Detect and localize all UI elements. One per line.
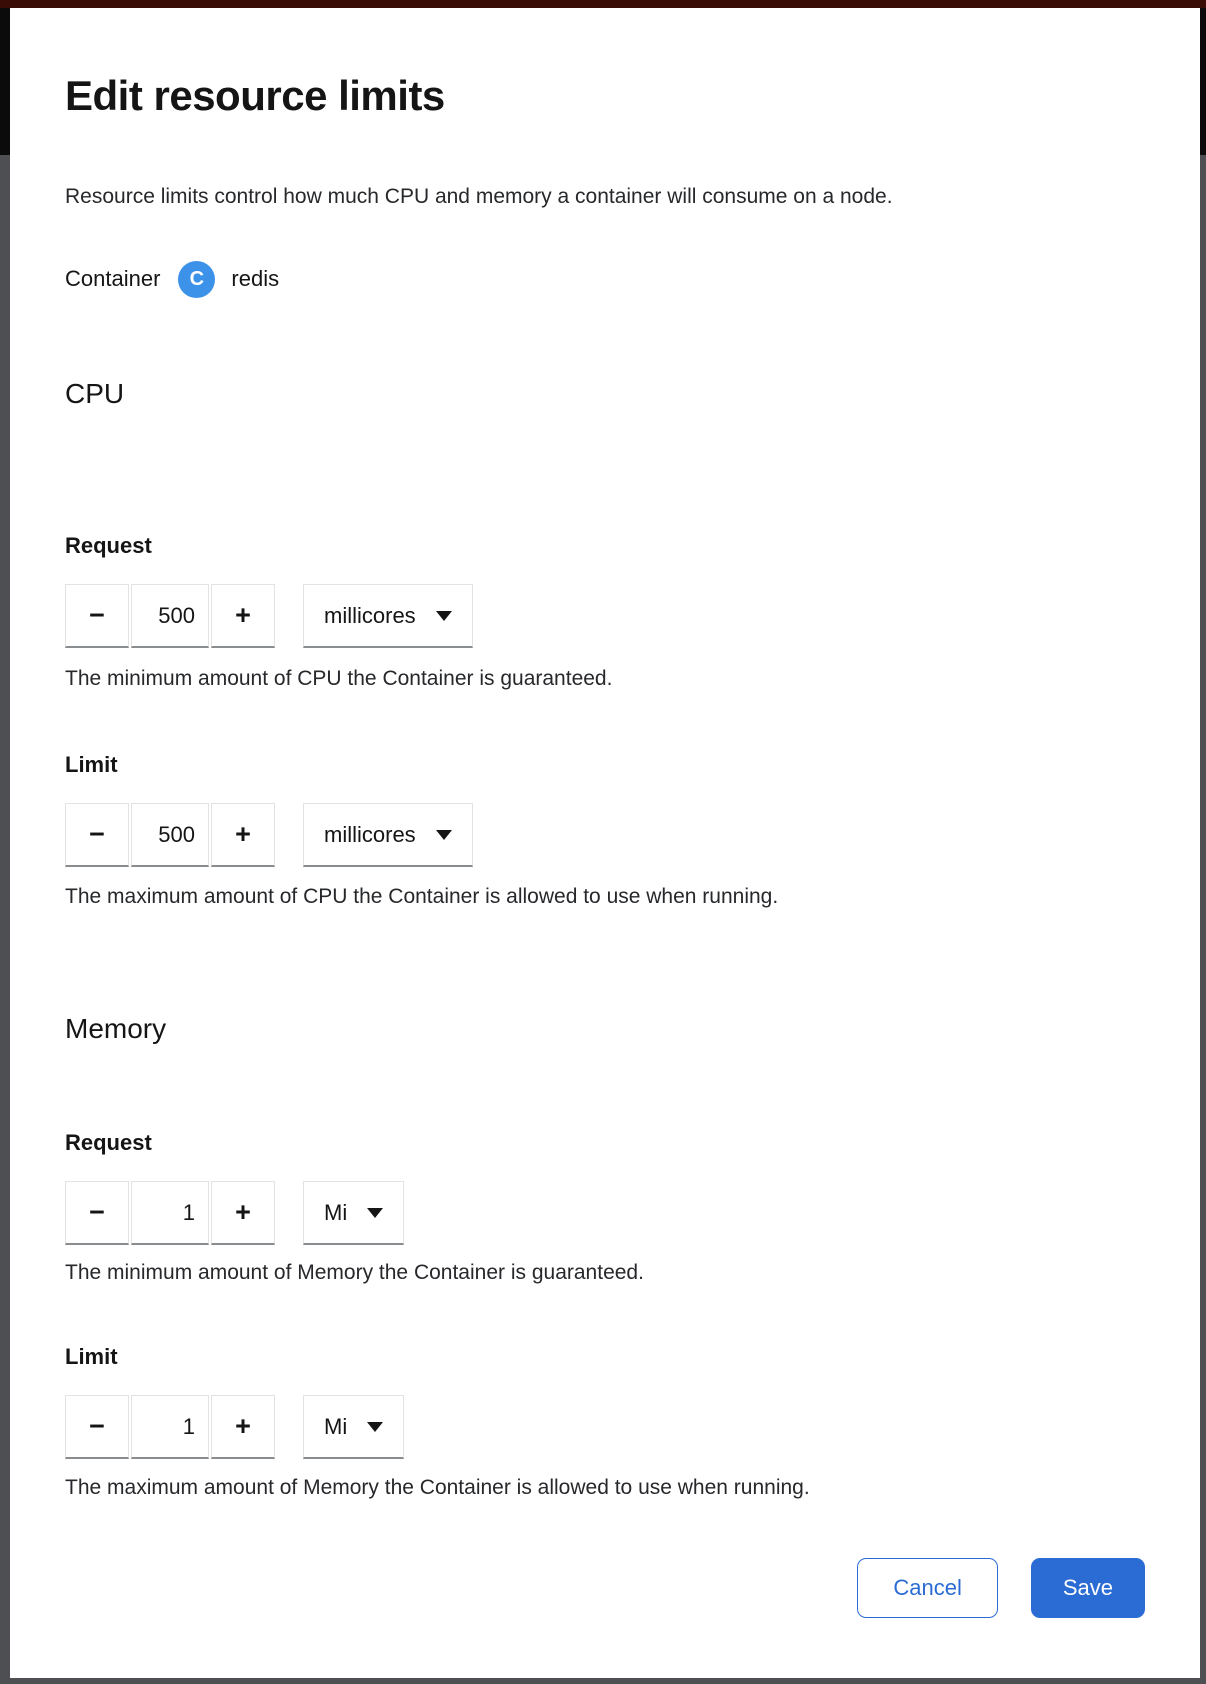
section-heading-cpu: CPU — [65, 378, 125, 409]
memory-request-decrement-button[interactable] — [65, 1181, 129, 1245]
cpu-request-unit-select[interactable] — [303, 584, 473, 648]
minus-icon: − — [89, 600, 105, 630]
container-row — [65, 260, 1145, 298]
memory-limit-decrement-button[interactable] — [65, 1395, 129, 1459]
minus-icon: − — [89, 819, 105, 849]
cpu-limit-value-input[interactable] — [131, 803, 209, 867]
edit-resource-limits-dialog — [10, 8, 1200, 1678]
caret-down-icon — [436, 830, 452, 840]
memory-limit-controls — [65, 1395, 1145, 1459]
memory-request-number-input — [65, 1181, 275, 1245]
plus-icon: + — [235, 1411, 251, 1441]
cpu-limit-unit-value: millicores — [324, 821, 416, 847]
cpu-limit-unit-select[interactable] — [303, 803, 473, 867]
cpu-limit-label: Limit — [65, 752, 118, 777]
plus-icon: + — [235, 1197, 251, 1227]
cpu-request-unit-value: millicores — [324, 602, 416, 628]
memory-limit-unit-value: Mi — [324, 1413, 348, 1439]
memory-request-label: Request — [65, 1130, 152, 1155]
caret-down-icon — [367, 1208, 383, 1218]
plus-icon: + — [235, 819, 251, 849]
cpu-limit-number-input — [65, 803, 275, 867]
cpu-limit-increment-button[interactable] — [211, 803, 275, 867]
plus-icon: + — [235, 600, 251, 630]
dialog-footer — [65, 1558, 1145, 1618]
cpu-request-increment-button[interactable] — [211, 584, 275, 648]
memory-limit-label: Limit — [65, 1344, 118, 1369]
memory-limit-number-input — [65, 1395, 275, 1459]
cpu-request-number-input — [65, 584, 275, 648]
memory-request-unit-select[interactable] — [303, 1181, 404, 1245]
memory-limit-help-text: The maximum amount of Memory the Container is allowed to use when running. — [65, 1476, 810, 1499]
caret-down-icon — [436, 611, 452, 621]
cancel-button[interactable]: Cancel — [857, 1558, 997, 1618]
memory-limit-value-input[interactable] — [131, 1395, 209, 1459]
cpu-request-controls — [65, 584, 1145, 648]
container-badge-icon: C — [178, 261, 215, 298]
dialog-title: Edit resource limits — [65, 72, 445, 119]
container-label: Container — [65, 266, 161, 291]
cpu-request-value-input[interactable] — [131, 584, 209, 648]
memory-request-help-text: The minimum amount of Memory the Container is guaranteed. — [65, 1261, 644, 1284]
minus-icon: − — [89, 1411, 105, 1441]
memory-limit-increment-button[interactable] — [211, 1395, 275, 1459]
cpu-request-label: Request — [65, 533, 152, 558]
minus-icon: − — [89, 1197, 105, 1227]
cpu-request-help-text: The minimum amount of CPU the Container is guaranteed. — [65, 667, 613, 690]
memory-request-unit-value: Mi — [324, 1199, 348, 1225]
memory-request-controls — [65, 1181, 1145, 1245]
dialog-description: Resource limits control how much CPU and memory a container will consume on a node. — [65, 185, 893, 208]
save-button[interactable]: Save — [1031, 1558, 1145, 1618]
memory-request-value-input[interactable] — [131, 1181, 209, 1245]
page-backdrop-top-strip — [0, 0, 1206, 8]
cpu-limit-decrement-button[interactable] — [65, 803, 129, 867]
memory-limit-unit-select[interactable] — [303, 1395, 404, 1459]
cpu-limit-controls — [65, 803, 1145, 867]
caret-down-icon — [367, 1422, 383, 1432]
container-name: redis — [231, 266, 280, 291]
cpu-request-decrement-button[interactable] — [65, 584, 129, 648]
section-heading-memory: Memory — [65, 1013, 167, 1044]
memory-request-increment-button[interactable] — [211, 1181, 275, 1245]
cpu-limit-help-text: The maximum amount of CPU the Container is allowed to use when running. — [65, 885, 779, 908]
